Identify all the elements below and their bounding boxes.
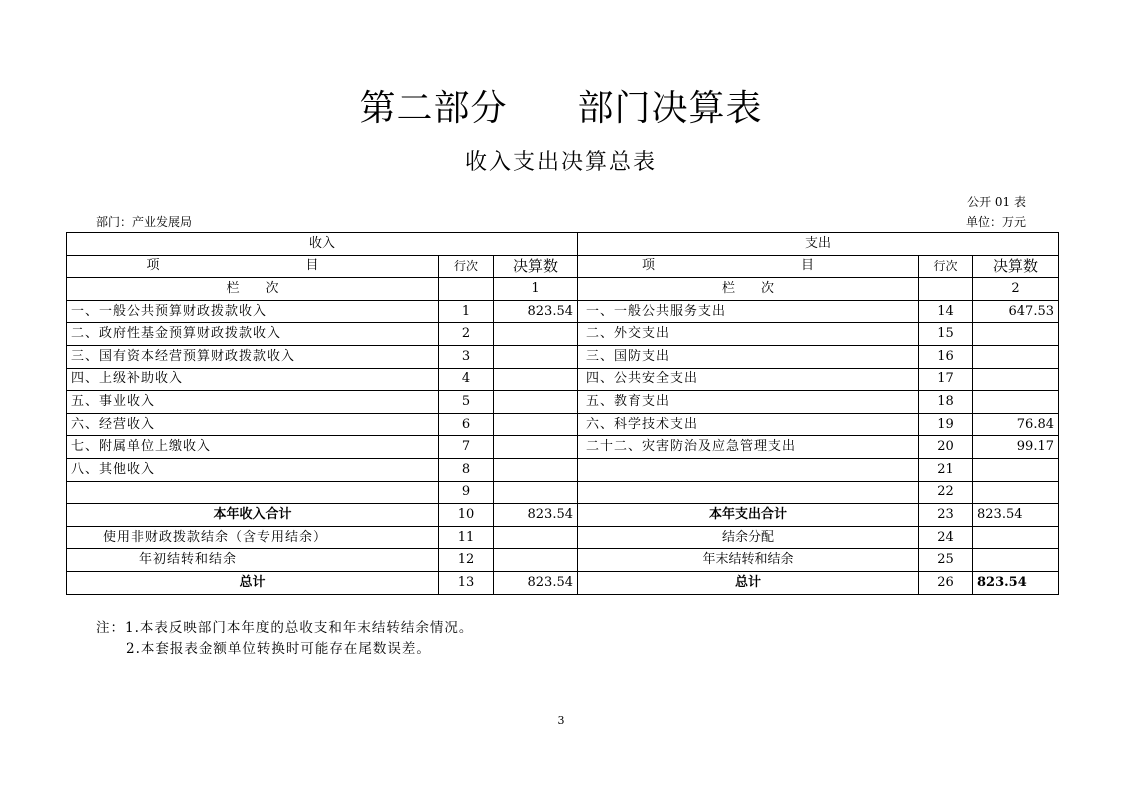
income-rowno-cell: 6 [439,413,494,436]
income-amount-header: 决算数 [494,255,578,278]
table-row [67,413,1059,436]
table-row [67,368,1059,391]
expense-item-cell: 二十二、灾害防治及应急管理支出 [578,436,919,459]
expense-order-header: 栏 次 [578,278,919,301]
expense-order-blank [919,278,973,301]
title-name: 部门决算表 [577,88,763,129]
expense-extra-amount [973,526,1059,549]
extra-row [67,526,1059,549]
income-item-header: 项 目 [67,255,439,278]
expense-extra-item: 年末结转和结余 [578,549,919,572]
income-amount-cell [494,345,578,368]
income-year-total-amount: 823.54 [494,504,578,527]
income-year-total-no: 10 [439,504,494,527]
income-extra-item: 年初结转和结余 [67,549,439,572]
expense-extra-amount [973,549,1059,572]
income-year-total-label: 本年收入合计 [67,504,439,527]
income-grand-total-label: 总计 [67,571,439,594]
income-item-cell: 二、政府性基金预算财政拨款收入 [67,323,439,346]
income-extra-no: 11 [439,526,494,549]
expense-col-number: 2 [973,278,1059,301]
income-amount-cell [494,436,578,459]
table-title: 收入支出决算总表 [464,150,657,175]
income-amount-cell [494,413,578,436]
expense-rowno-cell: 20 [919,436,973,459]
table-row [67,391,1059,414]
expense-header: 支出 [578,233,1059,256]
expense-rowno-cell: 17 [919,368,973,391]
income-header: 收入 [67,233,578,256]
expense-item-cell [578,458,919,481]
income-grand-total-amount: 823.54 [494,571,578,594]
income-rowno-cell: 1 [439,300,494,323]
income-amount-cell: 823.54 [494,300,578,323]
expense-grand-total-no: 26 [919,571,973,594]
table-row [67,323,1059,346]
income-expense-table [66,232,1059,595]
income-item-cell: 一、一般公共预算财政拨款收入 [67,300,439,323]
expense-grand-total-label: 总计 [578,571,919,594]
note-line-2: 2.本套报表金额单位转换时可能存在尾数误差。 [126,641,431,657]
income-rowno-cell: 2 [439,323,494,346]
expense-extra-no: 25 [919,549,973,572]
income-item-cell: 六、经营收入 [67,413,439,436]
income-item-cell: 八、其他收入 [67,458,439,481]
expense-item-header: 项 目 [578,255,919,278]
income-order-blank [439,278,494,301]
income-amount-cell [494,391,578,414]
table-row [67,300,1059,323]
expense-item-cell: 四、公共安全支出 [578,368,919,391]
expense-rowno-cell: 21 [919,458,973,481]
expense-year-total-label: 本年支出合计 [578,504,919,527]
expense-amount-cell: 647.53 [973,300,1059,323]
income-rowno-cell: 5 [439,391,494,414]
income-item-cell: 七、附属单位上缴收入 [67,436,439,459]
table-row [67,458,1059,481]
table-row [67,481,1059,504]
expense-item-cell: 二、外交支出 [578,323,919,346]
income-amount-cell [494,458,578,481]
unit-label: 单位：万元 [965,215,1026,229]
income-amount-cell [494,323,578,346]
expense-item-cell: 一、一般公共服务支出 [578,300,919,323]
income-amount-cell [494,368,578,391]
income-rowno-cell: 9 [439,481,494,504]
page-title [0,80,1122,131]
expense-rowno-cell: 18 [919,391,973,414]
expense-amount-cell [973,391,1059,414]
expense-rowno-cell: 19 [919,413,973,436]
expense-rowno-cell: 15 [919,323,973,346]
expense-extra-no: 24 [919,526,973,549]
income-rowno-cell: 7 [439,436,494,459]
expense-item-cell: 五、教育支出 [578,391,919,414]
expense-amount-cell: 99.17 [973,436,1059,459]
income-grand-total-no: 13 [439,571,494,594]
year-total-row [67,504,1059,527]
expense-amount-cell [973,481,1059,504]
expense-item-cell: 三、国防支出 [578,345,919,368]
department-label: 部门：产业发展局 [96,215,193,229]
notes [96,618,473,660]
expense-year-total-amount: 823.54 [973,504,1059,527]
income-col-number: 1 [494,278,578,301]
expense-rowno-cell: 16 [919,345,973,368]
expense-rowno-cell: 22 [919,481,973,504]
header-row-columns [67,255,1059,278]
expense-rowno-cell: 14 [919,300,973,323]
expense-amount-header: 决算数 [973,255,1059,278]
expense-amount-cell [973,458,1059,481]
note-line-1: 注：1.本表反映部门本年度的总收支和年末结转结余情况。 [96,620,474,636]
page-number: 3 [557,714,565,727]
header-row-order [67,278,1059,301]
income-amount-cell [494,481,578,504]
income-rowno-header: 行次 [439,255,494,278]
income-item-cell: 四、上级补助收入 [67,368,439,391]
extra-row [67,549,1059,572]
title-part: 第二部分 [359,88,508,129]
expense-grand-total-amount: 823.54 [973,571,1059,594]
income-extra-amount [494,526,578,549]
grand-total-row [67,571,1059,594]
income-item-cell [67,481,439,504]
income-extra-amount [494,549,578,572]
income-extra-no: 12 [439,549,494,572]
expense-item-cell: 六、科学技术支出 [578,413,919,436]
income-order-header: 栏 次 [67,278,439,301]
income-rowno-cell: 8 [439,458,494,481]
form-number: 公开 01 表 [967,195,1026,209]
expense-amount-cell [973,323,1059,346]
expense-year-total-no: 23 [919,504,973,527]
expense-amount-cell: 76.84 [973,413,1059,436]
header-row-sections [67,233,1059,256]
income-item-cell: 五、事业收入 [67,391,439,414]
table-row [67,345,1059,368]
expense-amount-cell [973,345,1059,368]
table-row [67,436,1059,459]
expense-amount-cell [973,368,1059,391]
expense-item-cell [578,481,919,504]
income-extra-item: 使用非财政拨款结余（含专用结余） [67,526,439,549]
expense-rowno-header: 行次 [919,255,973,278]
expense-extra-item: 结余分配 [578,526,919,549]
income-rowno-cell: 4 [439,368,494,391]
income-item-cell: 三、国有资本经营预算财政拨款收入 [67,345,439,368]
income-rowno-cell: 3 [439,345,494,368]
